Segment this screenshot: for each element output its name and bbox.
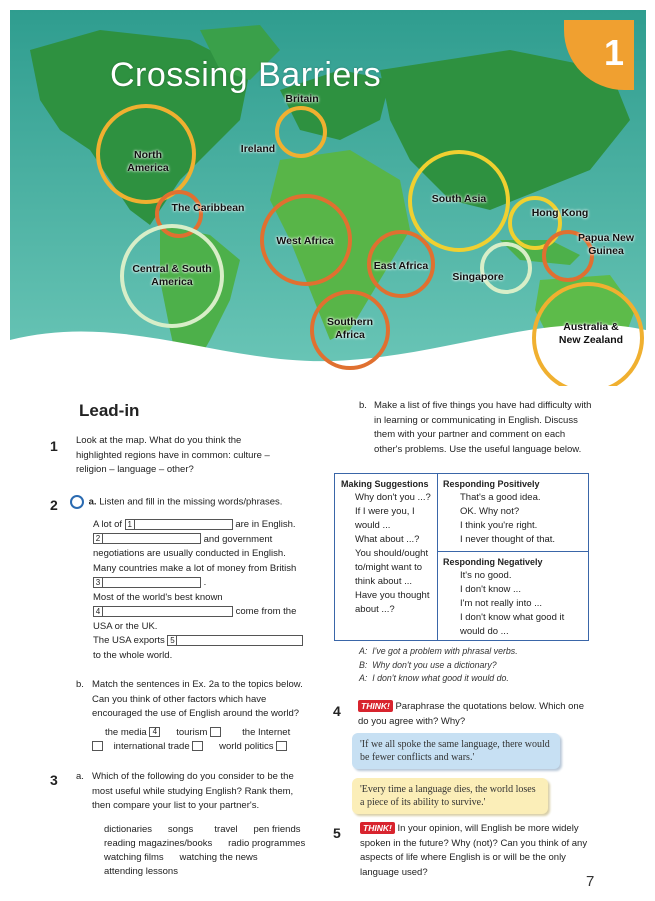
exercise-3-number: 3 [50,772,58,788]
exercise-2a-label: a. [88,496,97,508]
positive-list [460,491,586,547]
quote-1-bubble: 'If we all spoke the same language, there would be fewer conflicts and wars.' [352,733,560,769]
topic-tourism: tourism [176,727,208,738]
right-b-text: Make a list of five things you have had difficulty with in learning or communicating in English. Discuss them with your partner and comment on each other's problems. Use the useful language below. [374,400,592,455]
items-line-4 [104,865,324,879]
label-central-south-america: Central & South America [132,263,212,289]
item-radio: radio programmes [228,838,306,849]
exercise-1-text: Look at the map. What do you think the highlighted regions have in common: culture – religion – language – other? [76,435,270,475]
topic-internet-box[interactable] [92,741,103,751]
dialog-text-0: I've got a problem with phrasal verbs. [372,646,518,656]
dialog-speaker-2: A: [359,673,368,683]
topic-internet: the Internet [242,727,291,738]
suggestions-list [355,491,437,617]
sentence-2 [93,533,313,548]
label-west-africa: West Africa [276,235,334,247]
label-southern-africa: Southern Africa [326,316,374,342]
suggestion-7: Have you thought [355,590,430,601]
label-singapore: Singapore [452,271,504,283]
negative-1: I don't know ... [460,584,521,595]
dialog-text-2: I don't know what good it would do. [372,673,509,683]
dialog-line-1 [359,659,518,673]
label-hong-kong: Hong Kong [531,207,589,219]
exercise-5-text-row [360,822,592,880]
label-south-asia: South Asia [431,193,487,205]
sentence-5 [93,634,313,649]
suggestion-2: would ... [355,520,391,531]
exercise-3a-label: a. [76,771,84,782]
right-b-label: b. [359,400,367,411]
topics-row-2 [92,740,314,755]
useful-language-table [334,473,589,641]
positive-0: That's a good idea. [460,492,541,503]
sentence-4-gap [93,605,313,620]
positive-1: OK. Why not? [460,506,520,517]
suggestion-6: think about ... [355,576,413,587]
item-songs: songs [167,824,194,835]
sentence-3-gap [93,576,313,591]
exercise-2b-label: b. [76,679,84,690]
label-papua: Papua New Guinea [577,232,635,258]
headphones-icon[interactable] [70,495,84,509]
items-line-2 [104,837,324,851]
negative-0: It's no good. [460,570,512,581]
heading-making-suggestions: Making Suggestions [341,479,429,489]
topic-world-politics: world politics [219,741,274,752]
positive-2: I think you're right. [460,520,538,531]
item-lessons: attending lessons [104,866,178,877]
gap-4-number: 4 [94,607,103,616]
quote-2-bubble: 'Every time a language dies, the world loses a piece of its ability to survive.' [352,778,548,814]
page-title: Crossing Barriers [110,56,382,94]
suggestion-3: What about ...? [355,534,420,545]
unit-number: 1 [603,32,624,73]
exercise-2a-instruction: Listen and fill in the missing words/phrases. [99,496,283,508]
suggestion-8: about ...? [355,604,395,615]
s3-after: . [203,577,207,588]
positive-3: I never thought of that. [460,534,556,545]
label-australia: Australia & New Zealand [558,321,624,347]
s3: Many countries make a lot of money from British [93,562,297,574]
heading-responding-positively: Responding Positively [443,479,540,489]
think-badge-4: THINK! [358,700,393,712]
exercise-2b-text: Match the sentences in Ex. 2a to the topics below. Can you think of other factors which have encouraged the use of English around the world? [92,679,303,719]
heading-responding-negatively: Responding Negatively [443,557,543,567]
label-britain: Britain [285,93,319,105]
item-news: watching the news [179,852,258,863]
s5-before: The USA exports [93,635,165,646]
dialog-text-1: Why don't you use a dictionary? [372,659,497,670]
world-map-banner [10,10,646,386]
negative-list [460,569,586,639]
topic-international-trade: international trade [113,741,190,752]
item-travel: travel [214,824,238,835]
gap-1-field[interactable] [125,519,233,530]
s2-after: and government [203,533,273,545]
exercise-3a-text: Which of the following do you consider to be the most useful while studying English? Rank them, then compare your list to your partner's. [92,771,294,811]
negative-3: I don't know what good it [460,612,565,623]
dialog-line-2 [359,672,518,686]
ring-britain [275,106,327,158]
item-dictionaries: dictionaries [104,824,153,835]
exercise-3-items [104,823,324,879]
s2-cont: negotiations are usually conducted in English. [93,548,286,559]
topics-row-1 [105,726,315,741]
s4: Most of the world's best known [93,591,223,603]
exercise-1-number: 1 [50,438,58,454]
suggestion-5: to/might want to [355,562,423,573]
negative-4: would do ... [460,626,509,637]
label-east-africa: East Africa [373,260,429,272]
items-line-3 [104,851,324,865]
items-line-1 [104,823,324,837]
topic-media-box[interactable]: 4 [149,727,160,737]
exercise-5-text: In your opinion, will English be more widely spoken in the future? Why (not)? Can you think of any aspects of life where English is or will be the only language used? [360,823,588,878]
item-films: watching films [104,852,164,863]
dialog-speaker-1: B: [359,659,368,670]
item-pen-friends: pen friends [253,824,301,835]
page-number: 7 [586,873,595,890]
exercise-4-number: 4 [333,703,341,719]
sentence-1 [93,518,313,533]
dialog-line-0 [359,645,518,659]
item-reading: reading magazines/books [104,838,213,849]
label-ireland: Ireland [240,143,276,155]
s4-cont: USA or the UK. [93,620,158,632]
suggestion-4: You should/ought [355,548,429,559]
gap-3-field[interactable] [93,577,201,588]
topic-tourism-box[interactable] [210,727,221,737]
gap-4-field[interactable] [93,606,233,617]
suggestion-1: If I were you, I [355,506,415,517]
topic-media: the media [105,727,147,738]
gap-5-number: 5 [168,636,177,645]
negative-2: I'm not really into ... [460,598,543,609]
gap-1-number: 1 [126,520,135,529]
leadin-heading: Lead-in [79,401,140,420]
s5-cont: to the whole world. [93,649,173,661]
exercise-2a-sentences [93,518,313,663]
gap-2-number: 2 [94,534,103,543]
suggestion-0: Why don't you ...? [355,492,431,503]
topic-politics-box[interactable] [276,741,287,751]
exercise-2-number: 2 [50,497,58,513]
gap-2-field[interactable] [93,533,201,544]
s1-after: are in English. [235,519,296,530]
label-caribbean: The Caribbean [171,202,245,214]
topic-trade-box[interactable] [192,741,203,751]
gap-3-number: 3 [94,578,103,587]
think-badge-5: THINK! [360,822,395,834]
s1-before: A lot of [93,519,123,530]
exercise-4-text: Paraphrase the quotations below. Which one do you agree with? Why? [358,701,584,727]
exercise-4-text-row [358,700,588,729]
example-dialog [359,645,518,686]
dialog-speaker-0: A: [359,646,368,656]
exercise-2a-instruction-row [70,495,310,510]
exercise-5-number: 5 [333,825,341,841]
ring-singapore [480,242,532,294]
gap-5-field[interactable] [167,635,303,646]
label-north-america: North America [127,149,169,175]
s4-after: come from the [235,606,297,617]
table-divider [438,551,589,552]
